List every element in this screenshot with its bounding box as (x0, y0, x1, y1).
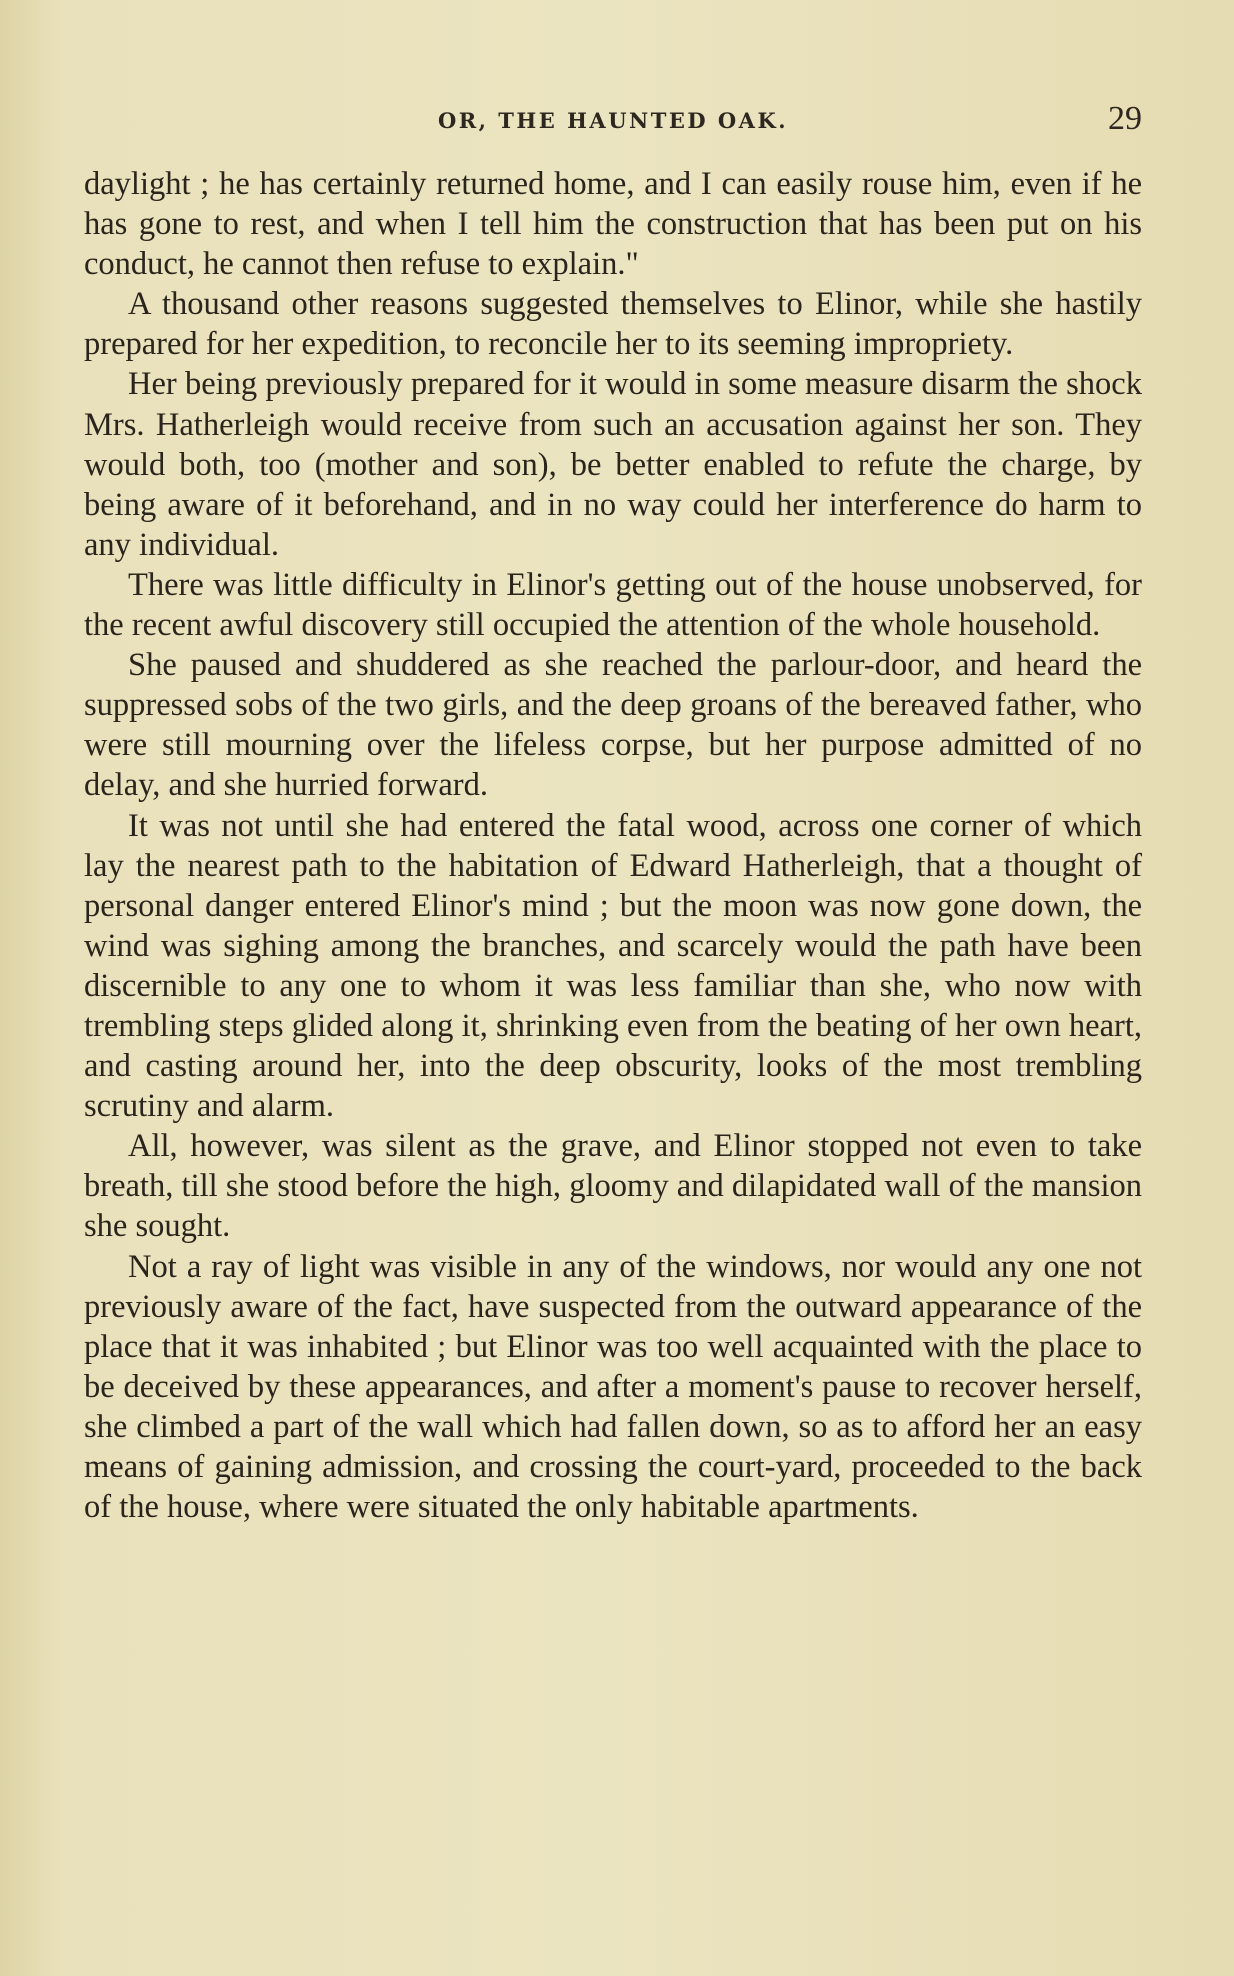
paragraph-7: All, however, was silent as the grave, and Elinor stopped not even to take breath, till she stood before the high, gloomy and dilapidated wall of the mansion she sought. (84, 1128, 1142, 1245)
paragraph-4: There was little difficulty in Elinor's getting out of the house unobserved, for the recent awful discovery still occupied the attention of the whole household. (84, 566, 1142, 644)
paragraph-1: daylight ; he has certainly returned home, and I can easily rouse him, even if he has gone to rest, and when I tell him the construction that has been put on his conduct, he cannot then refuse to explain." (84, 166, 1142, 283)
running-title: OR, THE HAUNTED OAK. (437, 108, 789, 133)
paragraph-8: Not a ray of light was visible in any of the windows, nor would any one not previously aware of the fact, have suspected from the outward appearance of the place that it was inhabited ; but Elinor was too well acquainted with the place to be deceived by these appearances, and after a moment's pause to recover herself, she climbed a part of the wall which had fallen down, so as to afford her an easy means of gaining admission, and crossing the court-yard, proceeded to the back of the house, where were situated the only habitable apartments. (84, 1248, 1142, 1526)
page-number: 29 (1108, 100, 1142, 137)
running-head (84, 100, 1142, 140)
body-text (84, 164, 1142, 1527)
paragraph-6: It was not until she had entered the fatal wood, across one corner of which lay the nearest path to the habitation of Edward Hatherleigh, that a thought of personal danger entered Elinor's mind ; but the moon was now gone down, the wind was sighing among the branches, and scarcely would the path have been discernible to any one to whom it was less familiar than she, who now with trembling steps glided along it, shrinking even from the beating of her own heart, and casting around her, into the deep obscurity, looks of the most trembling scrutiny and alarm. (84, 807, 1142, 1125)
paragraph-2: A thousand other reasons suggested themselves to Elinor, while she hastily prepared for her expedition, to reconcile her to its seeming impropriety. (84, 286, 1142, 363)
paragraph-5: She paused and shuddered as she reached the parlour-door, and heard the suppressed sobs of the two girls, and the deep groans of the bereaved father, who were still mourning over the lifeless corpse, but her purpose admitted of no delay, and she hurried forward. (84, 647, 1142, 804)
paragraph-3: Her being previously prepared for it would in some measure disarm the shock Mrs. Hatherleigh would receive from such an accusation against her son. They would both, too (mother and son), be better enabled to refute the charge, by being aware of it beforehand, and in no way could her interference do harm to any individual. (84, 366, 1142, 563)
